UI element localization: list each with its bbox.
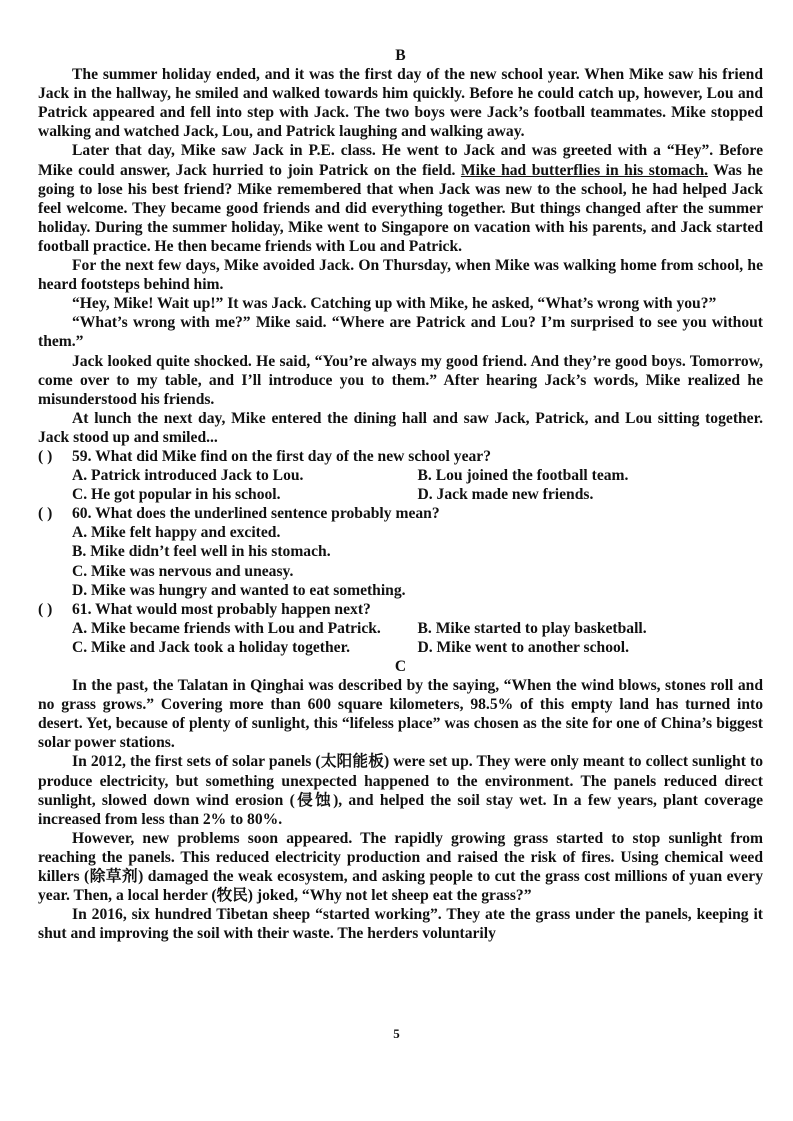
- section-b-paragraph-5: “What’s wrong with me?” Mike said. “Where are Patrick and Lou? I’m surprised to see you without them.”: [38, 314, 763, 351]
- option-59-b[interactable]: B. Lou joined the football team.: [417, 467, 629, 485]
- option-60-d[interactable]: D. Mike was hungry and wanted to eat something.: [72, 581, 406, 599]
- question-59-options-row-1: [38, 466, 763, 485]
- section-b-paragraph-7: At lunch the next day, Mike entered the dining hall and saw Jack, Patrick, and Lou sitting together. Jack stood up and smiled...: [38, 409, 763, 446]
- section-c-paragraph-3: However, new problems soon appeared. The rapidly growing grass started to stop sunlight from reaching the panels. This reduced electricity production and raised the risk of fires. Using chemical weed killers (除草剂) damaged the weak ecosystem, and asking people to cut the grass cost millions of yuan every year. Then, a local herder (牧民) joked, “Why not let sheep eat the grass?”: [38, 829, 763, 905]
- section-c-paragraph-4: In 2016, six hundred Tibetan sheep “started working”. They ate the grass under the panels, keeping it shut and improving the soil with their waste. The herders voluntarily: [38, 906, 763, 943]
- paragraph-2-text-a: Later that day, Mike saw Jack in P.E. class. He went to Jack and was greeted with a “Hey”. Before Mike could answer, Jack hurried to join Patrick on the field.: [38, 142, 763, 179]
- page-number: 5: [393, 1026, 400, 1041]
- option-59-a[interactable]: A. Patrick introduced Jack to Lou.: [72, 467, 304, 485]
- option-60-c[interactable]: C. Mike was nervous and uneasy.: [72, 562, 294, 580]
- option-61-b[interactable]: B. Mike started to play basketball.: [417, 619, 647, 637]
- question-61-text: 61. What would most probably happen next?: [72, 600, 371, 618]
- option-59-c[interactable]: C. He got popular in his school.: [72, 486, 281, 504]
- section-c-paragraph-2: In 2012, the first sets of solar panels (太阳能板) were set up. They were only meant to collect sunlight to produce electricity, but something unexpected happened to the environment. The panels reduced direct sunlight, slowed down wind erosion (侵蚀), and helped the soil stay wet. In a few years, plant coverage increased from less than 2% to 80%.: [38, 753, 763, 828]
- section-b-paragraph-6: Jack looked quite shocked. He said, “You’re always my good friend. And they’re good boys. Tomorrow, come over to my table, and I’ll introduce you to them.” After hearing Jack’s words, Mike realized he misunderstood his friends.: [38, 352, 763, 408]
- question-61-options-row-1: [38, 619, 763, 638]
- question-59: [38, 447, 763, 466]
- section-b-label: B: [395, 47, 406, 64]
- answer-blank-61[interactable]: ( ): [38, 600, 53, 618]
- option-60-b[interactable]: B. Mike didn’t feel well in his stomach.: [72, 543, 331, 561]
- section-b-paragraph-3: For the next few days, Mike avoided Jack. On Thursday, when Mike was walking home from school, he heard footsteps behind him.: [38, 257, 763, 294]
- section-b-paragraph-1: The summer holiday ended, and it was the first day of the new school year. When Mike saw his friend Jack in the hallway, he smiled and walked towards him quickly. Before he could catch up, however, Lou and Patrick appeared and fell into step with Jack. The two boys were Jack’s football teammates. Mike stopped walking and watched Jack, Lou, and Patrick laughing and walking away.: [38, 66, 763, 141]
- question-60: [38, 504, 763, 523]
- option-61-a[interactable]: A. Mike became friends with Lou and Patrick.: [72, 619, 381, 637]
- question-61-options-row-2: [38, 638, 763, 657]
- option-61-c[interactable]: C. Mike and Jack took a holiday together.: [72, 638, 350, 656]
- section-c-label: C: [394, 658, 407, 675]
- underlined-sentence: Mike had butterflies in his stomach.: [460, 161, 709, 179]
- answer-blank-60[interactable]: ( ): [38, 505, 53, 523]
- section-b-paragraph-4: “Hey, Mike! Wait up!” It was Jack. Catching up with Mike, he asked, “What’s wrong with you?”: [72, 295, 717, 313]
- question-59-options-row-2: [38, 485, 763, 504]
- question-61: [38, 600, 763, 619]
- question-60-text: 60. What does the underlined sentence probably mean?: [72, 505, 440, 523]
- section-c-paragraph-1: In the past, the Talatan in Qinghai was described by the saying, “When the wind blows, stones roll and no grass grows.” Covering more than 600 square kilometers, 98.5% of this empty land has turned into desert. Yet, because of plenty of sunlight, this “lifeless place” was chosen as the site for one of China’s biggest solar power stations.: [38, 677, 763, 752]
- paragraph-2-text-b: Was he going to lose his best friend? Mike remembered that when Jack was new to the school, he had helped Jack feel welcome. They became good friends and did everything together. But things changed after the summer holiday. During the summer holiday, Mike went to Singapore on vacation with his parents, and Jack started football practice. He then became friends with Lou and Patrick.: [38, 161, 763, 255]
- answer-blank-59[interactable]: ( ): [38, 447, 53, 465]
- section-b-paragraph-2: [38, 141, 763, 256]
- option-60-a[interactable]: A. Mike felt happy and excited.: [72, 524, 281, 542]
- option-59-d[interactable]: D. Jack made new friends.: [417, 486, 594, 504]
- question-59-text: 59. What did Mike find on the first day of the new school year?: [72, 447, 492, 465]
- option-61-d[interactable]: D. Mike went to another school.: [417, 638, 630, 656]
